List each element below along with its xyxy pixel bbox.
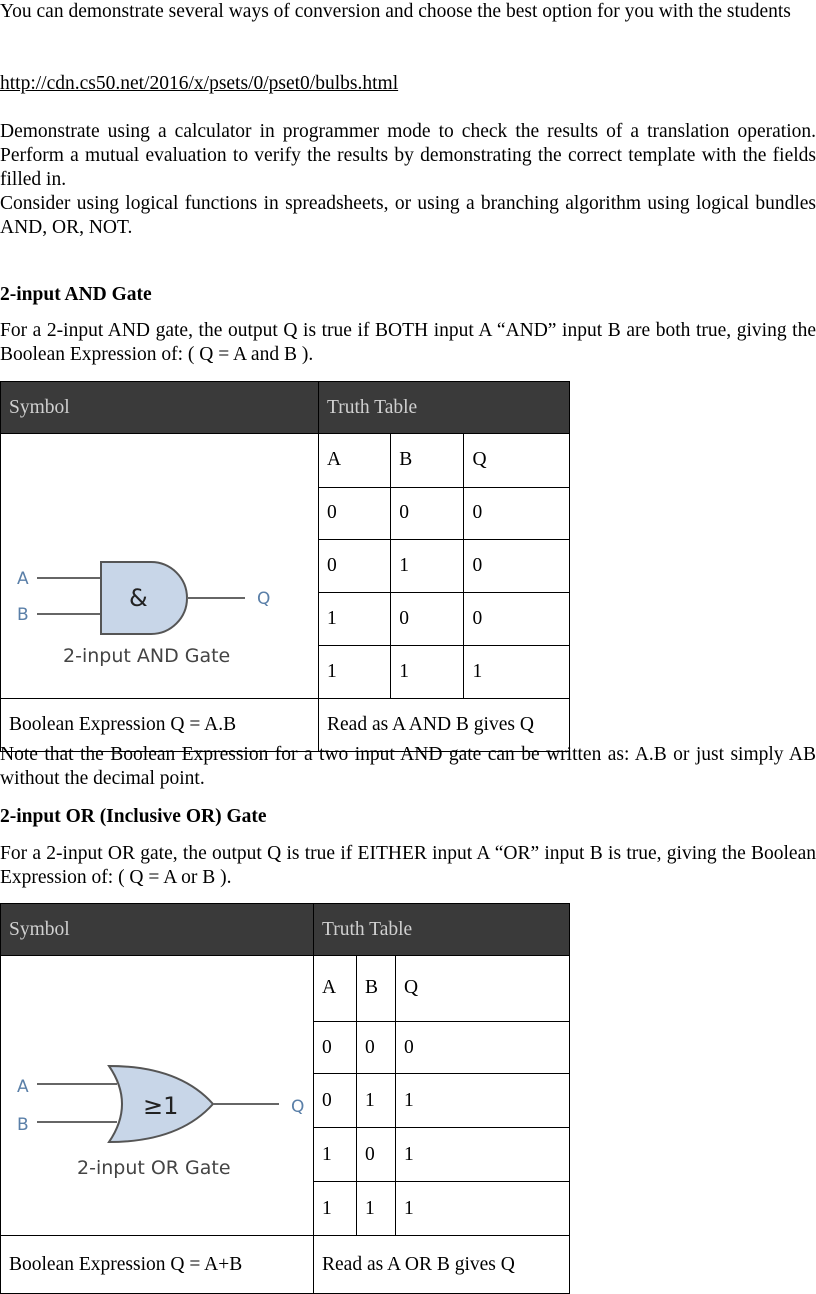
and-gate-symbol bbox=[1, 434, 319, 699]
cell-b: 1 bbox=[391, 646, 464, 699]
or-gate-label: 2-input OR Gate bbox=[77, 1157, 231, 1179]
or-gate-description: For a 2-input OR gate, the output Q is true if EITHER input A “OR” input B is true, giving the Boolean Expression of: ( Q = A or B ). bbox=[0, 843, 816, 888]
intro-paragraph-logic: Consider using logical functions in spreadsheets, or using a branching algorithm using logical bundles AND, OR, NOT. bbox=[0, 193, 816, 238]
cell-a: 1 bbox=[314, 1127, 357, 1182]
and-gate-table bbox=[0, 381, 570, 752]
cell-b: 0 bbox=[391, 592, 464, 646]
column-b: B bbox=[356, 956, 395, 1022]
cell-b: 0 bbox=[356, 1127, 395, 1182]
pin-q-label: Q bbox=[257, 589, 271, 609]
cell-b: 1 bbox=[356, 1182, 395, 1236]
and-gate-note: Note that the Boolean Expression for a two input AND gate can be written as: A.B or just simply AB without the decimal point. bbox=[0, 744, 816, 789]
or-gate-diagram bbox=[9, 956, 313, 1228]
column-b: B bbox=[391, 434, 464, 488]
and-gate-diagram bbox=[9, 434, 318, 691]
or-gate-table bbox=[0, 903, 570, 1294]
cell-q: 1 bbox=[396, 1182, 570, 1236]
or-gate-symbol bbox=[1, 956, 314, 1236]
read-as: Read as A OR B gives Q bbox=[314, 1236, 570, 1294]
cell-q: 0 bbox=[464, 592, 570, 646]
column-q: Q bbox=[396, 956, 570, 1022]
intro-line: You can demonstrate several ways of conversion and choose the best option for you with the students bbox=[0, 1, 791, 22]
and-gate-glyph: & bbox=[129, 584, 148, 612]
cell-a: 1 bbox=[319, 646, 391, 699]
truth-table-header: Truth Table bbox=[319, 382, 570, 434]
cell-a: 1 bbox=[314, 1182, 357, 1236]
cell-q: 0 bbox=[396, 1021, 570, 1074]
column-q: Q bbox=[464, 434, 570, 488]
or-gate-heading: 2-input OR (Inclusive OR) Gate bbox=[0, 806, 267, 827]
boolean-expression: Boolean Expression Q = A.B bbox=[1, 699, 319, 752]
pin-a-label: A bbox=[17, 569, 29, 589]
cell-q: 1 bbox=[396, 1127, 570, 1182]
cell-a: 0 bbox=[319, 487, 391, 540]
cell-a: 0 bbox=[314, 1021, 357, 1074]
pin-q-label: Q bbox=[291, 1097, 305, 1117]
and-gate-description: For a 2-input AND gate, the output Q is true if BOTH input A “AND” input B are both true, giving the Boolean Expression of: ( Q = A and B ). bbox=[0, 320, 816, 365]
column-a: A bbox=[319, 434, 391, 488]
cell-q: 0 bbox=[464, 487, 570, 540]
column-a: A bbox=[314, 956, 357, 1022]
cell-b: 1 bbox=[391, 540, 464, 593]
pset-link[interactable]: http://cdn.cs50.net/2016/x/psets/0/pset0/bulbs.html bbox=[0, 73, 399, 94]
truth-table-header: Truth Table bbox=[314, 904, 570, 956]
cell-q: 0 bbox=[464, 540, 570, 593]
cell-b: 1 bbox=[356, 1074, 395, 1128]
and-gate-label: 2-input AND Gate bbox=[63, 645, 231, 667]
or-gate-glyph: ≥1 bbox=[143, 1092, 179, 1120]
cell-a: 1 bbox=[319, 592, 391, 646]
pin-b-label: B bbox=[17, 605, 29, 625]
cell-q: 1 bbox=[464, 646, 570, 699]
boolean-expression: Boolean Expression Q = A+B bbox=[1, 1236, 314, 1294]
read-as: Read as A AND B gives Q bbox=[319, 699, 570, 752]
cell-q: 1 bbox=[396, 1074, 570, 1128]
symbol-header: Symbol bbox=[1, 904, 314, 956]
pin-a-label: A bbox=[17, 1077, 29, 1097]
symbol-header: Symbol bbox=[1, 382, 319, 434]
intro-paragraph-calculator: Demonstrate using a calculator in programmer mode to check the results of a translation operation. Perform a mutual evaluation to verify the results by demonstrating the correct template with the fields filled in. bbox=[0, 121, 816, 190]
cell-b: 0 bbox=[356, 1021, 395, 1074]
and-gate-heading: 2-input AND Gate bbox=[0, 284, 152, 305]
pin-b-label: B bbox=[17, 1115, 29, 1135]
cell-a: 0 bbox=[314, 1074, 357, 1128]
cell-b: 0 bbox=[391, 487, 464, 540]
cell-a: 0 bbox=[319, 540, 391, 593]
